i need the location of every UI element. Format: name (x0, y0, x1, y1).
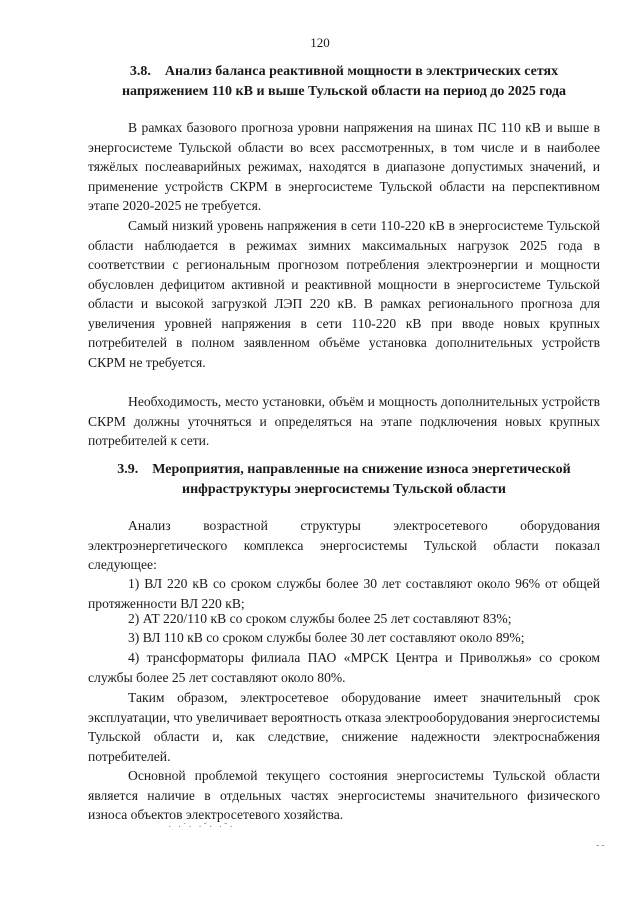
section-3-9-paragraph-2: Основной проблемой текущего состояния энергосистемы Тульской области является наличие в отдельных частях энергосистемы значительного физического износа объектов электросетевого хозяйства. (88, 768, 600, 822)
section-3-9-number: 3.9. (117, 462, 139, 477)
list-item-2: 2) АТ 220/110 кВ со сроком службы более 25 лет составляют 83%; (128, 611, 512, 626)
scan-artifact-mark: · ·˙· ·ˇ· ·˘· (168, 822, 235, 833)
list-item-1: 1) ВЛ 220 кВ со сроком службы более 30 лет составляют около 96% от общей протяженности ВЛ 220 кВ; (88, 576, 600, 611)
page-number: 120 (310, 35, 330, 50)
section-3-8-title: Анализ баланса реактивной мощности в электрических сетях напряжением 110 кВ и выше Тульской области на период до 2025 года (121, 64, 567, 99)
section-3-9-heading (88, 460, 600, 500)
list-item-3: 3) ВЛ 110 кВ со сроком службы более 30 лет составляют около 89%; (128, 630, 525, 645)
section-3-8-paragraph-1: В рамках базового прогноза уровни напряжения на шинах ПС 110 кВ и выше в энергосистеме Тульской области во всех рассмотренных, в том числе и в наиболее тяжёлых послеаварийных режимах, находятся в диапазоне допустимых значений, и применение устройств СКРМ в энергосистеме Тульской области на перспективном этапе 2020-2025 не требуется. (88, 120, 600, 213)
section-3-9-title: Мероприятия, направленные на снижение износа энергетической инфраструктуры энергосистемы Тульской области (152, 462, 571, 497)
section-3-8-number: 3.8. (129, 64, 151, 79)
section-3-8-heading (88, 62, 600, 102)
section-3-8-paragraph-3: Необходимость, место установки, объём и мощность дополнительных устройств СКРМ должны уточняться и определяться на этапе подключения новых крупных потребителей к сети. (88, 394, 600, 448)
section-3-8-paragraph-2: Самый низкий уровень напряжения в сети 110-220 кВ в энергосистеме Тульской области наблюдается в режимах зимних максимальных нагрузок 2025 года в соответствии с региональным прогнозом потребления электроэнергии и мощности обусловлен дефицитом активной и реактивной мощности в энергосистеме Тульской области и высокой загрузкой ЛЭП 220 кВ. В рамках регионального прогноза для увеличения уровней напряжения в сети 110-220 кВ при вводе новых крупных потребителей в полном заявленном объёме установка дополнительных устройств СКРМ не требуется. (88, 218, 600, 370)
list-item-4: 4) трансформаторы филиала ПАО «МРСК Центра и Приволжья» со сроком службы более 25 лет составляют около 80%. (88, 650, 600, 685)
section-3-9-paragraph-1: Таким образом, электросетевое оборудование имеет значительный срок эксплуатации, что увеличивает вероятность отказа электрооборудования энергосистемы Тульской области и, как следствие, снижение надежности электроснабжения потребителей. (88, 690, 600, 764)
scan-artifact-dash: -- (596, 840, 607, 851)
section-3-9-intro: Анализ возрастной структуры электросетевого оборудования электроэнергетического комплекса энергосистемы Тульской области показал следующее: (88, 518, 600, 572)
